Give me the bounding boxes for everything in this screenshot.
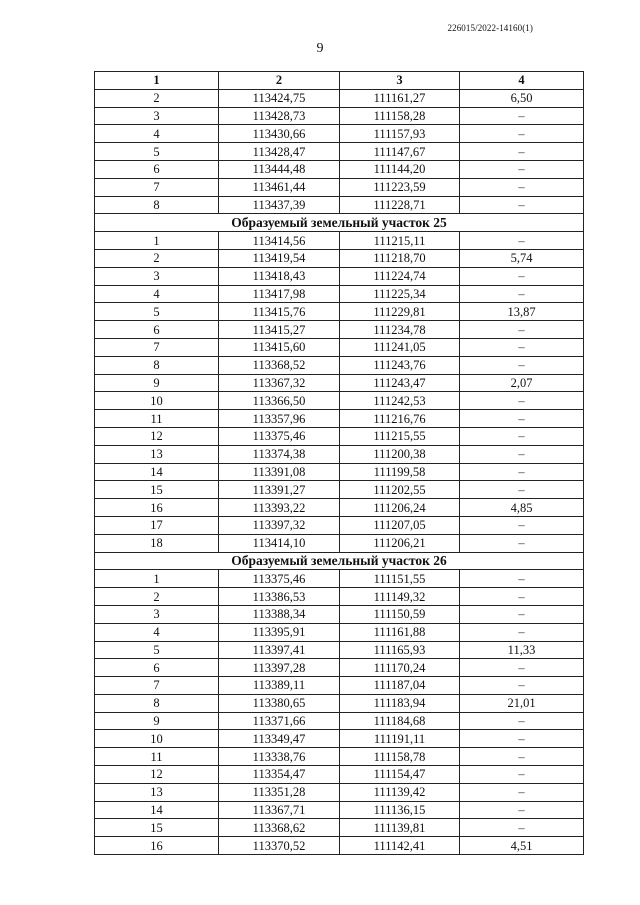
distance-cell: – <box>460 801 584 819</box>
y-coordinate-cell: 111215,11 <box>340 232 460 250</box>
point-number-cell: 10 <box>95 392 219 410</box>
x-coordinate-cell: 113349,47 <box>219 730 340 748</box>
distance-cell: 11,33 <box>460 641 584 659</box>
table-row <box>95 516 584 534</box>
y-coordinate-cell: 111243,47 <box>340 374 460 392</box>
point-number-cell: 14 <box>95 463 219 481</box>
point-number-cell: 7 <box>95 338 219 356</box>
x-coordinate-cell: 113368,52 <box>219 356 340 374</box>
point-number-cell: 16 <box>95 837 219 855</box>
x-coordinate-cell: 113371,66 <box>219 712 340 730</box>
document-id: 226015/2022-14160(1) <box>447 23 533 33</box>
distance-cell: – <box>460 178 584 196</box>
table-row <box>95 107 584 125</box>
y-coordinate-cell: 111229,81 <box>340 303 460 321</box>
y-coordinate-cell: 111215,55 <box>340 427 460 445</box>
point-number-cell: 2 <box>95 588 219 606</box>
y-coordinate-cell: 111243,76 <box>340 356 460 374</box>
table-row <box>95 641 584 659</box>
table-row <box>95 783 584 801</box>
point-number-cell: 4 <box>95 623 219 641</box>
y-coordinate-cell: 111216,76 <box>340 410 460 428</box>
point-number-cell: 1 <box>95 232 219 250</box>
point-number-cell: 3 <box>95 107 219 125</box>
distance-cell: – <box>460 570 584 588</box>
point-number-cell: 8 <box>95 196 219 214</box>
distance-cell: – <box>460 143 584 161</box>
distance-cell: 4,51 <box>460 837 584 855</box>
point-number-cell: 1 <box>95 570 219 588</box>
table-row <box>95 730 584 748</box>
y-coordinate-cell: 111234,78 <box>340 321 460 339</box>
distance-cell: – <box>460 783 584 801</box>
point-number-cell: 6 <box>95 659 219 677</box>
x-coordinate-cell: 113418,43 <box>219 267 340 285</box>
table-row <box>95 481 584 499</box>
distance-cell: – <box>460 463 584 481</box>
distance-cell: 13,87 <box>460 303 584 321</box>
x-coordinate-cell: 113397,41 <box>219 641 340 659</box>
distance-cell: – <box>460 588 584 606</box>
distance-cell: – <box>460 267 584 285</box>
table-row <box>95 712 584 730</box>
section-title: Образуемый земельный участок 26 <box>95 552 584 570</box>
y-coordinate-cell: 111218,70 <box>340 249 460 267</box>
x-coordinate-cell: 113375,46 <box>219 570 340 588</box>
table-row <box>95 303 584 321</box>
x-coordinate-cell: 113417,98 <box>219 285 340 303</box>
y-coordinate-cell: 111151,55 <box>340 570 460 588</box>
x-coordinate-cell: 113367,32 <box>219 374 340 392</box>
table-row <box>95 677 584 695</box>
x-coordinate-cell: 113415,76 <box>219 303 340 321</box>
x-coordinate-cell: 113415,27 <box>219 321 340 339</box>
column-header: 3 <box>340 72 460 90</box>
table-row <box>95 249 584 267</box>
x-coordinate-cell: 113393,22 <box>219 499 340 517</box>
x-coordinate-cell: 113386,53 <box>219 588 340 606</box>
table-row <box>95 232 584 250</box>
distance-cell: – <box>460 623 584 641</box>
point-number-cell: 2 <box>95 249 219 267</box>
table-row <box>95 605 584 623</box>
y-coordinate-cell: 111206,24 <box>340 499 460 517</box>
section-title: Образуемый земельный участок 25 <box>95 214 584 232</box>
distance-cell: – <box>460 516 584 534</box>
table-row <box>95 570 584 588</box>
x-coordinate-cell: 113437,39 <box>219 196 340 214</box>
y-coordinate-cell: 111200,38 <box>340 445 460 463</box>
y-coordinate-cell: 111225,34 <box>340 285 460 303</box>
table-body <box>95 72 584 855</box>
distance-cell: 2,07 <box>460 374 584 392</box>
point-number-cell: 15 <box>95 481 219 499</box>
distance-cell: 6,50 <box>460 89 584 107</box>
distance-cell: – <box>460 338 584 356</box>
x-coordinate-cell: 113354,47 <box>219 766 340 784</box>
point-number-cell: 6 <box>95 321 219 339</box>
x-coordinate-cell: 113338,76 <box>219 748 340 766</box>
y-coordinate-cell: 111136,15 <box>340 801 460 819</box>
table-row <box>95 588 584 606</box>
table-row <box>95 356 584 374</box>
y-coordinate-cell: 111199,58 <box>340 463 460 481</box>
x-coordinate-cell: 113389,11 <box>219 677 340 695</box>
point-number-cell: 12 <box>95 766 219 784</box>
y-coordinate-cell: 111242,53 <box>340 392 460 410</box>
y-coordinate-cell: 111241,05 <box>340 338 460 356</box>
x-coordinate-cell: 113428,47 <box>219 143 340 161</box>
table-row <box>95 410 584 428</box>
table-row <box>95 463 584 481</box>
y-coordinate-cell: 111144,20 <box>340 160 460 178</box>
x-coordinate-cell: 113397,32 <box>219 516 340 534</box>
table-row <box>95 819 584 837</box>
point-number-cell: 10 <box>95 730 219 748</box>
table-row <box>95 837 584 855</box>
x-coordinate-cell: 113375,46 <box>219 427 340 445</box>
x-coordinate-cell: 113419,54 <box>219 249 340 267</box>
point-number-cell: 7 <box>95 178 219 196</box>
y-coordinate-cell: 111184,68 <box>340 712 460 730</box>
y-coordinate-cell: 111187,04 <box>340 677 460 695</box>
section-title-row <box>95 552 584 570</box>
y-coordinate-cell: 111206,21 <box>340 534 460 552</box>
y-coordinate-cell: 111165,93 <box>340 641 460 659</box>
table-row <box>95 178 584 196</box>
section-title-row <box>95 214 584 232</box>
x-coordinate-cell: 113374,38 <box>219 445 340 463</box>
y-coordinate-cell: 111142,41 <box>340 837 460 855</box>
y-coordinate-cell: 111191,11 <box>340 730 460 748</box>
page-number: 9 <box>316 41 324 56</box>
distance-cell: – <box>460 730 584 748</box>
y-coordinate-cell: 111158,28 <box>340 107 460 125</box>
point-number-cell: 17 <box>95 516 219 534</box>
coordinates-table <box>94 71 584 855</box>
table-row <box>95 801 584 819</box>
point-number-cell: 4 <box>95 125 219 143</box>
point-number-cell: 13 <box>95 445 219 463</box>
distance-cell: – <box>460 196 584 214</box>
table-row <box>95 338 584 356</box>
point-number-cell: 11 <box>95 748 219 766</box>
distance-cell: – <box>460 356 584 374</box>
table-row <box>95 196 584 214</box>
x-coordinate-cell: 113461,44 <box>219 178 340 196</box>
x-coordinate-cell: 113357,96 <box>219 410 340 428</box>
point-number-cell: 5 <box>95 641 219 659</box>
point-number-cell: 8 <box>95 694 219 712</box>
y-coordinate-cell: 111223,59 <box>340 178 460 196</box>
distance-cell: – <box>460 410 584 428</box>
x-coordinate-cell: 113397,28 <box>219 659 340 677</box>
table-row <box>95 766 584 784</box>
y-coordinate-cell: 111139,81 <box>340 819 460 837</box>
x-coordinate-cell: 113424,75 <box>219 89 340 107</box>
x-coordinate-cell: 113430,66 <box>219 125 340 143</box>
point-number-cell: 7 <box>95 677 219 695</box>
point-number-cell: 9 <box>95 374 219 392</box>
y-coordinate-cell: 111158,78 <box>340 748 460 766</box>
y-coordinate-cell: 111161,88 <box>340 623 460 641</box>
x-coordinate-cell: 113388,34 <box>219 605 340 623</box>
distance-cell: – <box>460 766 584 784</box>
y-coordinate-cell: 111147,67 <box>340 143 460 161</box>
distance-cell: – <box>460 125 584 143</box>
distance-cell: – <box>460 659 584 677</box>
point-number-cell: 9 <box>95 712 219 730</box>
column-header: 1 <box>95 72 219 90</box>
point-number-cell: 12 <box>95 427 219 445</box>
table-row <box>95 267 584 285</box>
point-number-cell: 18 <box>95 534 219 552</box>
point-number-cell: 13 <box>95 783 219 801</box>
table-row <box>95 623 584 641</box>
x-coordinate-cell: 113391,27 <box>219 481 340 499</box>
x-coordinate-cell: 113414,56 <box>219 232 340 250</box>
point-number-cell: 11 <box>95 410 219 428</box>
y-coordinate-cell: 111149,32 <box>340 588 460 606</box>
distance-cell: – <box>460 427 584 445</box>
x-coordinate-cell: 113368,62 <box>219 819 340 837</box>
point-number-cell: 14 <box>95 801 219 819</box>
y-coordinate-cell: 111228,71 <box>340 196 460 214</box>
distance-cell: – <box>460 712 584 730</box>
distance-cell: – <box>460 481 584 499</box>
table-row <box>95 392 584 410</box>
table-header-row <box>95 72 584 90</box>
point-number-cell: 15 <box>95 819 219 837</box>
column-header: 2 <box>219 72 340 90</box>
table-row <box>95 125 584 143</box>
y-coordinate-cell: 111154,47 <box>340 766 460 784</box>
table-row <box>95 427 584 445</box>
x-coordinate-cell: 113395,91 <box>219 623 340 641</box>
table-row <box>95 534 584 552</box>
y-coordinate-cell: 111170,24 <box>340 659 460 677</box>
point-number-cell: 4 <box>95 285 219 303</box>
point-number-cell: 3 <box>95 605 219 623</box>
table-row <box>95 89 584 107</box>
point-number-cell: 2 <box>95 89 219 107</box>
point-number-cell: 8 <box>95 356 219 374</box>
x-coordinate-cell: 113367,71 <box>219 801 340 819</box>
distance-cell: – <box>460 819 584 837</box>
distance-cell: – <box>460 605 584 623</box>
table-row <box>95 321 584 339</box>
table-row <box>95 143 584 161</box>
y-coordinate-cell: 111183,94 <box>340 694 460 712</box>
table-row <box>95 499 584 517</box>
y-coordinate-cell: 111139,42 <box>340 783 460 801</box>
column-header: 4 <box>460 72 584 90</box>
distance-cell: 4,85 <box>460 499 584 517</box>
x-coordinate-cell: 113380,65 <box>219 694 340 712</box>
point-number-cell: 3 <box>95 267 219 285</box>
x-coordinate-cell: 113351,28 <box>219 783 340 801</box>
x-coordinate-cell: 113391,08 <box>219 463 340 481</box>
y-coordinate-cell: 111202,55 <box>340 481 460 499</box>
distance-cell: – <box>460 285 584 303</box>
table-row <box>95 659 584 677</box>
distance-cell: – <box>460 160 584 178</box>
distance-cell: – <box>460 534 584 552</box>
distance-cell: – <box>460 107 584 125</box>
point-number-cell: 5 <box>95 143 219 161</box>
distance-cell: – <box>460 445 584 463</box>
x-coordinate-cell: 113444,48 <box>219 160 340 178</box>
x-coordinate-cell: 113370,52 <box>219 837 340 855</box>
y-coordinate-cell: 111157,93 <box>340 125 460 143</box>
point-number-cell: 6 <box>95 160 219 178</box>
distance-cell: – <box>460 232 584 250</box>
table-row <box>95 285 584 303</box>
x-coordinate-cell: 113414,10 <box>219 534 340 552</box>
x-coordinate-cell: 113415,60 <box>219 338 340 356</box>
y-coordinate-cell: 111161,27 <box>340 89 460 107</box>
table-row <box>95 160 584 178</box>
distance-cell: 21,01 <box>460 694 584 712</box>
table-row <box>95 374 584 392</box>
distance-cell: – <box>460 392 584 410</box>
table-row <box>95 748 584 766</box>
table-row <box>95 694 584 712</box>
point-number-cell: 5 <box>95 303 219 321</box>
table-row <box>95 445 584 463</box>
y-coordinate-cell: 111207,05 <box>340 516 460 534</box>
distance-cell: – <box>460 748 584 766</box>
x-coordinate-cell: 113366,50 <box>219 392 340 410</box>
distance-cell: 5,74 <box>460 249 584 267</box>
y-coordinate-cell: 111150,59 <box>340 605 460 623</box>
distance-cell: – <box>460 677 584 695</box>
distance-cell: – <box>460 321 584 339</box>
point-number-cell: 16 <box>95 499 219 517</box>
x-coordinate-cell: 113428,73 <box>219 107 340 125</box>
y-coordinate-cell: 111224,74 <box>340 267 460 285</box>
